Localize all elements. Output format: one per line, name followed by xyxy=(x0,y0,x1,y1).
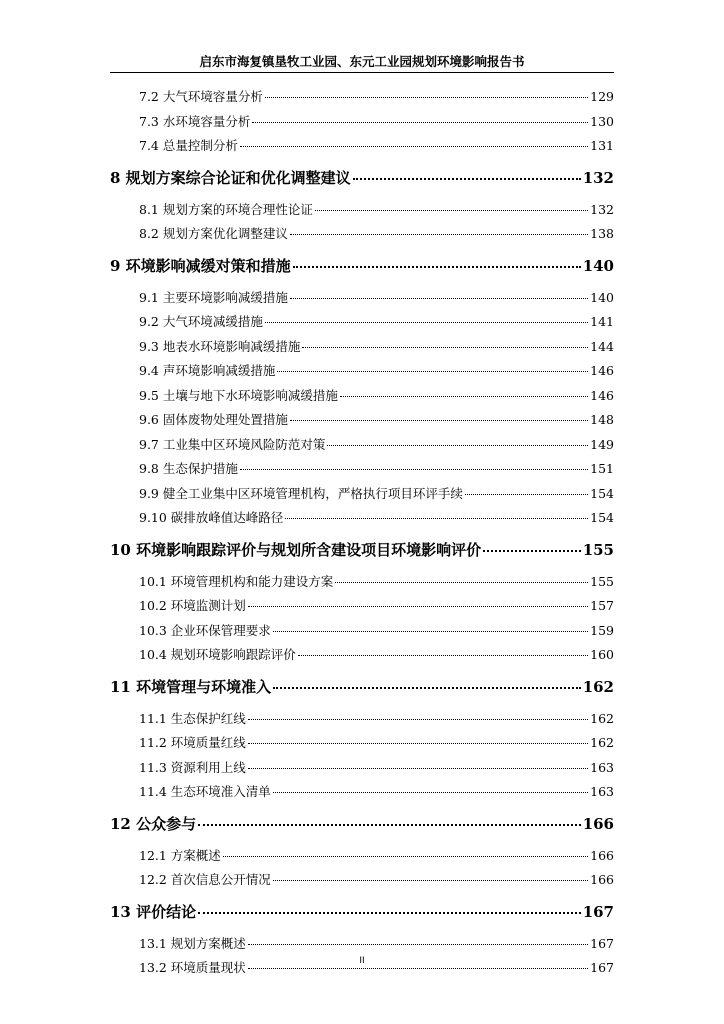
toc-dot-leader xyxy=(248,743,588,744)
toc-entry-page: 149 xyxy=(590,436,614,452)
toc-entry-page: 140 xyxy=(590,289,614,305)
toc-entry-page: 163 xyxy=(590,759,614,775)
toc-entry-page: 151 xyxy=(590,461,614,476)
toc-dot-leader xyxy=(223,856,588,857)
toc-entry-page: 166 xyxy=(590,872,614,887)
toc-dot-leader xyxy=(353,178,581,180)
toc-section-entry[interactable] xyxy=(110,312,614,337)
running-header: 启东市海复镇垦牧工业园、东元工业园规划环境影响报告书 xyxy=(199,54,525,69)
toc-entry-page: 132 xyxy=(582,168,614,187)
toc-section-entry[interactable] xyxy=(110,484,614,509)
toc-section-entry[interactable] xyxy=(110,758,614,783)
header-rule xyxy=(110,72,614,73)
toc-entry-title: 7.4 总量控制分析 xyxy=(139,138,238,153)
toc-entry-page: 146 xyxy=(590,363,614,378)
page-number: II xyxy=(359,956,365,966)
toc-dot-leader xyxy=(240,469,588,470)
toc-entry-title: 9.8 生态保护措施 xyxy=(139,461,238,476)
toc-entry-title: 11.3 资源利用上线 xyxy=(139,759,246,775)
toc-dot-leader xyxy=(483,550,581,552)
toc-entry-page: 162 xyxy=(590,710,614,726)
toc-section-entry[interactable] xyxy=(110,782,614,807)
toc-entry-title: 13.2 环境质量现状 xyxy=(139,960,246,975)
toc-dot-leader xyxy=(293,266,581,268)
toc-entry-title: 9 环境影响减缓对策和措施 xyxy=(110,256,291,275)
toc-entry-page: 146 xyxy=(590,387,614,403)
toc-entry-title: 10.2 环境监测计划 xyxy=(139,598,246,613)
toc-dot-leader xyxy=(335,582,588,583)
toc-entry-title: 10.4 规划环境影响跟踪评价 xyxy=(139,647,296,662)
toc-chapter-entry[interactable] xyxy=(110,255,614,286)
toc-entry-page: 159 xyxy=(590,622,614,638)
toc-entry-title: 7.2 大气环境容量分析 xyxy=(139,89,263,104)
toc-entry-title: 11 环境管理与环境准入 xyxy=(110,677,272,696)
toc-section-entry[interactable] xyxy=(110,572,614,597)
toc-entry-page: 129 xyxy=(590,89,614,104)
toc-section-entry[interactable] xyxy=(110,386,614,411)
toc-entry-page: 155 xyxy=(582,540,614,559)
toc-entry-page: 148 xyxy=(590,412,614,427)
toc-entry-page: 163 xyxy=(590,784,614,799)
toc-dot-leader xyxy=(248,768,588,769)
toc-entry-page: 154 xyxy=(590,510,614,525)
toc-entry-page: 155 xyxy=(590,573,614,589)
toc-entry-page: 162 xyxy=(590,735,614,750)
toc-section-entry[interactable] xyxy=(110,645,614,670)
toc-entry-title: 11.1 生态保护红线 xyxy=(139,710,246,726)
toc-dot-leader xyxy=(248,606,588,607)
toc-section-entry[interactable] xyxy=(110,112,614,137)
toc-dot-leader xyxy=(198,824,581,826)
toc-entry-title: 12.2 首次信息公开情况 xyxy=(139,872,271,887)
toc-entry-page: 140 xyxy=(582,256,614,275)
toc-dot-leader xyxy=(340,396,588,397)
toc-dot-leader xyxy=(465,494,588,495)
toc-dot-leader xyxy=(290,234,588,235)
toc-entry-page: 167 xyxy=(590,935,614,951)
toc-dot-leader xyxy=(290,298,588,299)
toc-dot-leader xyxy=(198,912,581,914)
toc-section-entry[interactable] xyxy=(110,870,614,895)
toc-section-entry[interactable] xyxy=(110,709,614,734)
toc-dot-leader xyxy=(285,518,588,519)
toc-entry-title: 12 公众参与 xyxy=(110,814,197,833)
toc-entry-page: 162 xyxy=(582,677,614,696)
toc-section-entry[interactable] xyxy=(110,459,614,484)
toc-entry-title: 13 评价结论 xyxy=(110,902,197,921)
toc-chapter-entry[interactable] xyxy=(110,167,614,198)
toc-entry-page: 130 xyxy=(590,113,614,129)
toc-dot-leader xyxy=(273,880,588,881)
toc-entry-page: 138 xyxy=(590,226,614,241)
toc-entry-page: 132 xyxy=(590,201,614,217)
toc-entry-title: 10 环境影响跟踪评价与规划所含建设项目环境影响评价 xyxy=(110,540,482,559)
toc-section-entry[interactable] xyxy=(110,200,614,225)
toc-dot-leader xyxy=(252,122,588,123)
toc-section-entry[interactable] xyxy=(110,87,614,112)
table-of-contents xyxy=(110,87,614,983)
toc-entry-title: 9.7 工业集中区环境风险防范对策 xyxy=(139,436,326,452)
toc-section-entry[interactable] xyxy=(110,596,614,621)
toc-chapter-entry[interactable] xyxy=(110,676,614,707)
toc-entry-page: 167 xyxy=(582,902,614,921)
toc-dot-leader xyxy=(302,347,588,348)
toc-section-entry[interactable] xyxy=(110,621,614,646)
toc-entry-page: 141 xyxy=(590,314,614,329)
toc-section-entry[interactable] xyxy=(110,435,614,460)
toc-entry-page: 154 xyxy=(590,485,614,501)
toc-entry-title: 8.1 规划方案的环境合理性论证 xyxy=(139,201,313,217)
toc-chapter-entry[interactable] xyxy=(110,901,614,932)
toc-chapter-entry[interactable] xyxy=(110,813,614,844)
toc-entry-title: 11.2 环境质量红线 xyxy=(139,735,246,750)
toc-entry-title: 10.1 环境管理机构和能力建设方案 xyxy=(139,573,334,589)
toc-entry-title: 7.3 水环境容量分析 xyxy=(139,113,251,129)
toc-section-entry[interactable] xyxy=(110,846,614,871)
toc-entry-title: 12.1 方案概述 xyxy=(139,847,221,863)
toc-dot-leader xyxy=(248,944,588,945)
toc-entry-title: 9.6 固体废物处理处置措施 xyxy=(139,412,288,427)
toc-entry-title: 9.4 声环境影响减缓措施 xyxy=(139,363,276,378)
toc-dot-leader xyxy=(277,371,588,372)
toc-section-entry[interactable] xyxy=(110,733,614,758)
toc-section-entry[interactable] xyxy=(110,288,614,313)
toc-entry-title: 11.4 生态环境准入清单 xyxy=(139,784,271,799)
toc-section-entry[interactable] xyxy=(110,410,614,435)
toc-chapter-entry[interactable] xyxy=(110,539,614,570)
toc-entry-page: 167 xyxy=(590,960,614,975)
toc-dot-leader xyxy=(248,719,588,720)
toc-dot-leader xyxy=(273,687,581,689)
toc-entry-title: 13.1 规划方案概述 xyxy=(139,935,246,951)
toc-dot-leader xyxy=(273,631,588,632)
toc-dot-leader xyxy=(290,420,588,421)
toc-entry-page: 166 xyxy=(582,814,614,833)
toc-section-entry[interactable] xyxy=(110,136,614,161)
toc-dot-leader xyxy=(315,210,588,211)
toc-entry-title: 10.3 企业环保管理要求 xyxy=(139,622,271,638)
toc-section-entry[interactable] xyxy=(110,508,614,533)
toc-entry-title: 9.1 主要环境影响减缓措施 xyxy=(139,289,288,305)
toc-entry-title: 8.2 规划方案优化调整建议 xyxy=(139,226,288,241)
toc-dot-leader xyxy=(273,792,588,793)
toc-section-entry[interactable] xyxy=(110,934,614,959)
toc-entry-title: 8 规划方案综合论证和优化调整建议 xyxy=(110,168,351,187)
toc-dot-leader xyxy=(298,655,588,656)
toc-entry-page: 160 xyxy=(590,647,614,662)
toc-section-entry[interactable] xyxy=(110,361,614,386)
toc-entry-page: 157 xyxy=(590,598,614,613)
toc-entry-title: 9.5 土壤与地下水环境影响减缓措施 xyxy=(139,387,338,403)
toc-entry-title: 9.2 大气环境减缓措施 xyxy=(139,314,263,329)
toc-entry-page: 166 xyxy=(590,847,614,863)
toc-entry-title: 9.10 碳排放峰值达峰路径 xyxy=(139,510,284,525)
toc-section-entry[interactable] xyxy=(110,224,614,249)
toc-section-entry[interactable] xyxy=(110,337,614,362)
toc-dot-leader xyxy=(240,146,588,147)
toc-entry-page: 131 xyxy=(590,138,614,153)
toc-dot-leader xyxy=(248,968,588,969)
toc-dot-leader xyxy=(265,322,588,323)
toc-dot-leader xyxy=(327,445,588,446)
toc-entry-title: 9.9 健全工业集中区环境管理机构，严格执行项目环评手续 xyxy=(139,485,463,501)
toc-entry-page: 144 xyxy=(590,338,614,354)
toc-entry-title: 9.3 地表水环境影响减缓措施 xyxy=(139,338,301,354)
toc-dot-leader xyxy=(265,97,588,98)
